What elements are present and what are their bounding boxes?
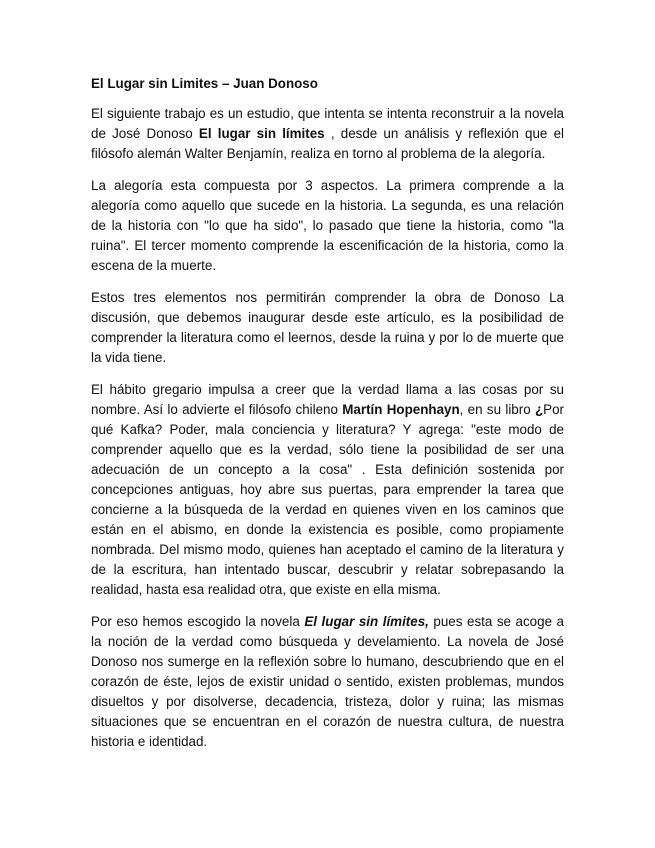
paragraph-1-book-title: El lugar sin límites <box>198 126 325 141</box>
document-body <box>91 74 564 764</box>
paragraph-4 <box>91 380 564 600</box>
paragraph-5-book-title <box>304 614 429 629</box>
paragraph-4-text-a: El hábito gregario impulsa a creer que la verdad llama a las cosas por su nombre. Así lo advierte el filósofo chileno <box>91 382 564 417</box>
paragraph-4-text-c: , en su libro <box>459 402 535 417</box>
paragraph-1-text-a: El siguiente trabajo es un estudio, que intenta se intenta reconstruir a la novela de José Donoso <box>91 106 564 141</box>
paragraph-4-question-mark: ¿ <box>534 402 544 417</box>
paragraph-2: La alegoría esta compuesta por 3 aspectos. La primera comprende a la alegoría como aquello que sucede en la historia. La segunda, es una relación de la historia con "lo que ha sido", lo pasado que tiene la historia, como "la ruina". El tercer momento comprende la escenificación de la historia, como la escena de la muerte. <box>91 178 564 273</box>
paragraph-5-text-a: Por eso hemos escogido la novela <box>91 614 305 629</box>
paragraph-1-text-c: , desde un análisis y reflexión que el filósofo alemán Walter Benjamín, realiza en torno al problema de la alegoría. <box>91 126 564 161</box>
paragraph-3: Estos tres elementos nos permitirán comprender la obra de Donoso La discusión, que debemos inaugurar desde este artículo, es la posibilidad de comprender la literatura como el leernos, desde la ruina y por lo de muerte que la vida tiene. <box>91 290 564 365</box>
paragraph-4-author-name: Martín Hopenhayn <box>342 402 460 417</box>
paragraph-5-book-title-italic: El lugar sin límites, <box>304 614 429 629</box>
document-title: El Lugar sin Limites – Juan Donoso <box>91 76 318 91</box>
paragraph-5 <box>91 612 564 752</box>
paragraph-5-text-c: pues esta se acoge a la noción de la verdad como búsqueda y develamiento. La novela de José Donoso nos sumerge en la reflexión sobre lo humano, descubriendo que en el corazón de éste, lejos de existir unidad o sentido, existen problemas, mundos disueltos y por disolverse, decadencia, tristeza, dolor y ruina; las mismas situaciones que se encuentran en el corazón de nuestra cultura, de nuestra historia e identidad. <box>91 614 564 749</box>
paragraph-1 <box>91 104 564 164</box>
paragraph-4-text-e: Por qué Kafka? Poder, mala conciencia y literatura? Y agrega: "este modo de comprender aquello que es la verdad, sólo tiene la posibilidad de ser una adecuación de un concepto a la cosa" . Esta definición sostenida por concepciones antiguas, hoy abre sus puertas, para emprender la tarea que concierne a la búsqueda de la verdad en quienes viven en los caminos que están en el abismo, en donde la existencia es posible, como propiamente nombrada. Del mismo modo, quienes han aceptado el camino de la literatura y de la escritura, han intentado buscar, descubrir y relatar sobrepasando la realidad, hasta esa realidad otra, que existe en ella misma. <box>91 402 564 597</box>
